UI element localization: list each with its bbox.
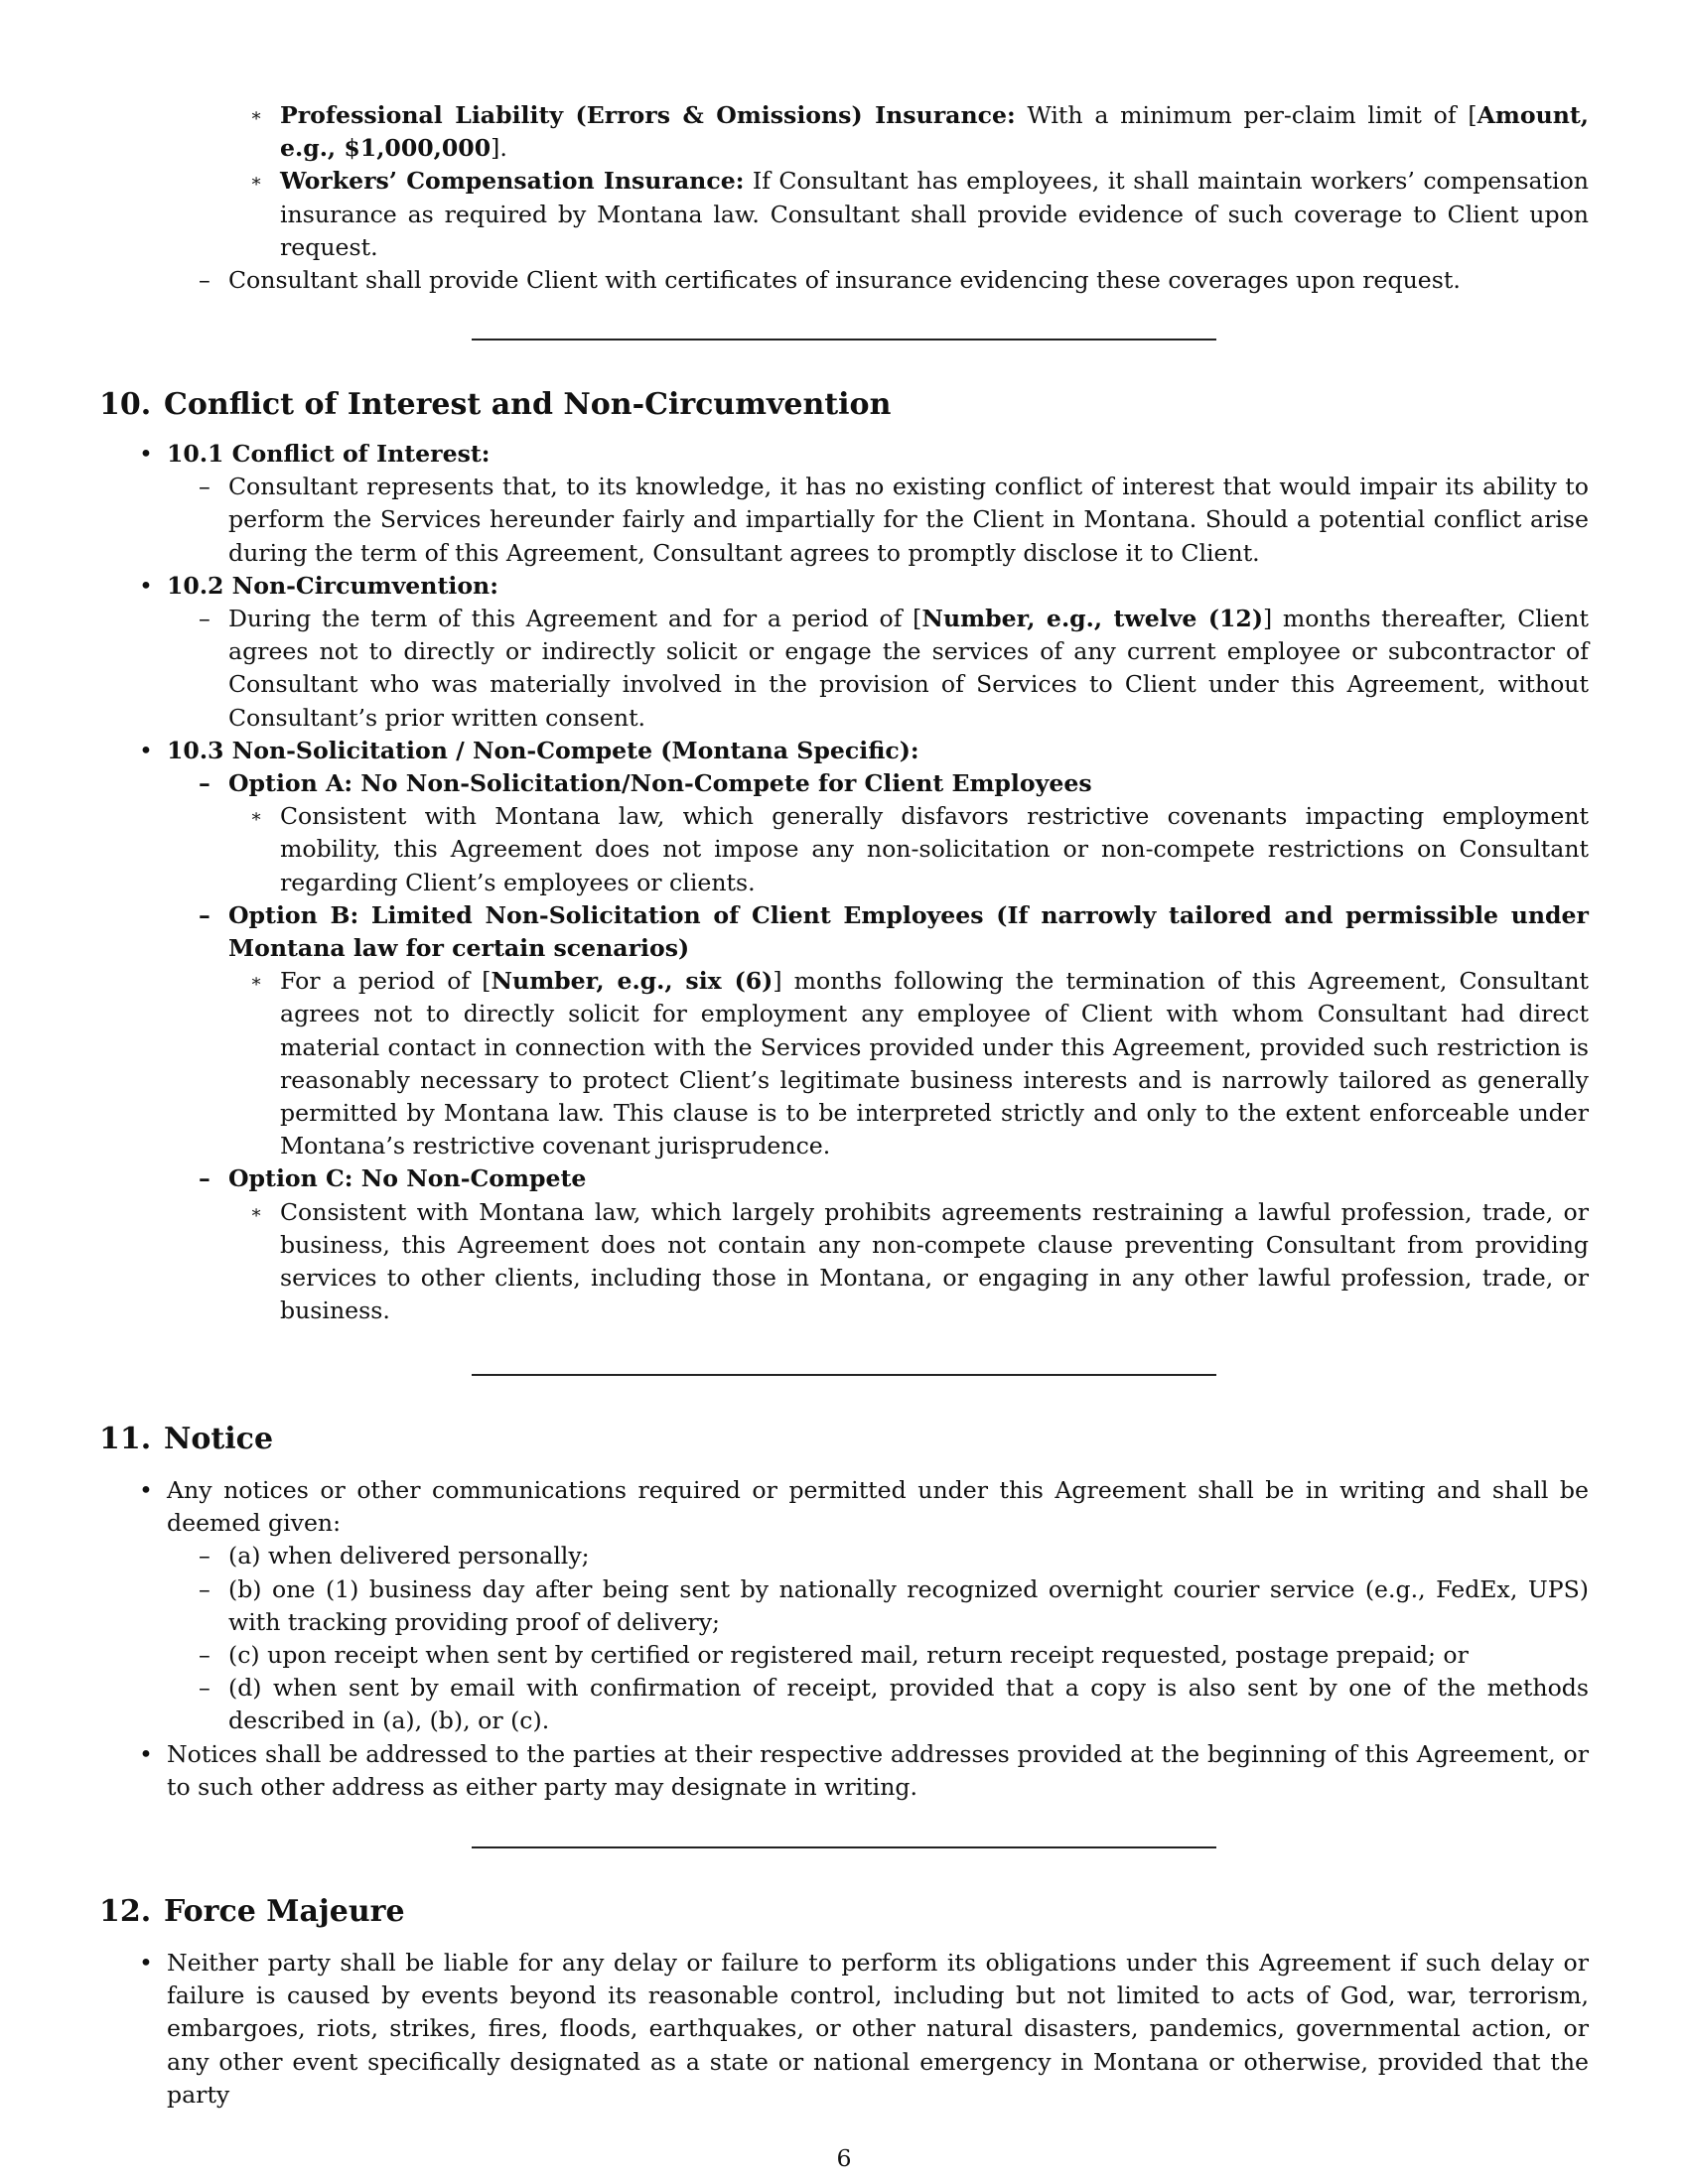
list-item: ∗ Professional Liability (Errors & Omissions) Insurance: With a minimum per-claim limit of [Amount, e.g., $1,000,000]. xyxy=(250,101,1589,163)
bullet: • xyxy=(139,1476,153,1504)
option-heading: Option A: No Non-Solicitation/Non-Compete for Client Employees xyxy=(228,769,1092,798)
list-item xyxy=(0,438,1688,471)
list-item xyxy=(0,570,1688,603)
dash-bullet: – xyxy=(199,1542,211,1570)
list-item: ∗ Consistent with Montana law, which largely prohibits agreements restraining a lawful profession, trade, or business, this Agreement does not contain any non-compete clause preventing Consultant from providing services to other clients, including those in Montana, or engaging in any other lawful profession, trade, or business. xyxy=(250,1197,1589,1325)
dash-bullet: – xyxy=(199,1641,211,1670)
subsection-heading: 10.1 Conflict of Interest: xyxy=(167,440,491,468)
dash-bullet: – xyxy=(199,1574,211,1603)
section-divider xyxy=(472,339,1216,341)
star-bullet: ∗ xyxy=(250,105,263,126)
list-item: ∗ Consistent with Montana law, which generally disfavors restrictive covenants impacting employment mobility, this Agreement does not impose any non-solicitation or non-compete restrictions on Consultant regarding Client’s employees or clients. xyxy=(250,802,1589,896)
dash-bullet: – xyxy=(199,1674,211,1703)
section-divider xyxy=(472,1374,1216,1376)
option-heading: Option B: Limited Non-Solicitation of Client Employees (If narrowly tailored and permissible under Montana law for certain scenarios) xyxy=(228,900,1589,963)
list-item: – Consultant shall provide Client with certificates of insurance evidencing these coverages upon request. xyxy=(0,264,1688,297)
section-heading-12: 12. Force Majeure xyxy=(99,1894,405,1929)
dash-bullet: – xyxy=(199,900,211,929)
section-10-body xyxy=(0,438,1688,1327)
list-item: – (a) when delivered personally; xyxy=(0,1540,1688,1572)
bullet: • xyxy=(139,1949,153,1977)
insurance-items xyxy=(0,99,1688,297)
bullet: • xyxy=(139,1739,153,1768)
page-number: 6 xyxy=(836,2144,852,2172)
subsection-heading: 10.2 Non-Circumvention: xyxy=(167,571,498,600)
list-item: – Consultant represents that, to its knowledge, it has no existing conflict of interest that would impair its ability to perform the Services hereunder fairly and impartially for the Client in Montana. Should a potential conflict arise during the term of this Agreement, Consultant agrees to promptly disclose it to Client. xyxy=(199,473,1589,567)
dash-bullet: – xyxy=(199,1164,211,1193)
dash-bullet: – xyxy=(199,605,211,633)
dash-bullet: – xyxy=(199,266,211,295)
star-bullet: ∗ xyxy=(250,171,263,193)
star-bullet: ∗ xyxy=(250,1201,263,1223)
bullet: • xyxy=(139,440,153,468)
list-item: – (b) one (1) business day after being sent by nationally recognized overnight courier service (e.g., FedEx, UPS) with tracking providing proof of delivery; xyxy=(199,1574,1589,1636)
list-item: ∗ For a period of [Number, e.g., six (6)] months following the termination of this Agreement, Consultant agrees not to directly solicit for employment any employee of Client with whom Consultant had direct material contact in connection with the Services provided under this Agreement, provided such restriction is reasonably necessary to protect Client’s legitimate business interests and is narrowly tailored as generally permitted by Montana law. This clause is to be interpreted strictly and only to the extent enforceable under Montana’s restrictive covenant jurisprudence. xyxy=(250,967,1590,1160)
list-item: – (d) when sent by email with confirmation of receipt, provided that a copy is also sent by one of the methods described in (a), (b), or (c). xyxy=(199,1674,1589,1735)
item-heading: Workers’ Compensation Insurance: xyxy=(280,167,745,196)
star-bullet: ∗ xyxy=(250,806,263,828)
list-item: ∗ Workers’ Compensation Insurance: If Consultant has employees, it shall maintain workers’ compensation insurance as required by Montana law. Consultant shall provide evidence of such coverage to Client upon request. xyxy=(250,167,1589,261)
list-item xyxy=(0,767,1688,800)
section-heading-10: 10. Conflict of Interest and Non-Circumvention xyxy=(99,387,892,422)
list-item xyxy=(0,1162,1688,1195)
bullet: • xyxy=(139,571,153,600)
option-heading: Option C: No Non-Compete xyxy=(228,1164,587,1193)
section-12-body xyxy=(0,1947,1688,2112)
list-item: • Notices shall be addressed to the parties at their respective addresses provided at the beginning of this Agreement, or to such other address as either party may designate in writing. xyxy=(139,1739,1589,1801)
section-heading-11: 11. Notice xyxy=(99,1422,274,1456)
dash-bullet: – xyxy=(199,473,211,501)
item-heading: Professional Liability (Errors & Omissions) Insurance: xyxy=(280,101,1016,129)
bullet: • xyxy=(139,736,153,764)
list-item xyxy=(0,899,1688,965)
section-11-body xyxy=(0,1474,1688,1804)
list-item xyxy=(0,735,1688,767)
section-divider xyxy=(472,1846,1216,1848)
list-item: • Any notices or other communications required or permitted under this Agreement shall be in writing and shall be deemed given: xyxy=(139,1476,1589,1538)
subsection-heading: 10.3 Non-Solicitation / Non-Compete (Montana Specific): xyxy=(167,736,919,764)
star-bullet: ∗ xyxy=(250,971,263,993)
list-item: – (c) upon receipt when sent by certified or registered mail, return receipt requested, postage prepaid; or xyxy=(0,1639,1688,1672)
dash-bullet: – xyxy=(199,769,211,798)
list-item: • Neither party shall be liable for any delay or failure to perform its obligations under this Agreement if such delay or failure is caused by events beyond its reasonable control, including but not limited to acts of God, war, terrorism, embargoes, riots, strikes, fires, floods, earthquakes, or other natural disasters, pandemics, governmental action, or any other event specifically designated as a state or national emergency in Montana or otherwise, provided that the party xyxy=(139,1949,1589,2109)
list-item: – During the term of this Agreement and for a period of [Number, e.g., twelve (12)] months thereafter, Client agrees not to directly or indirectly solicit or engage the services of any current employee or subcontractor of Consultant who was materially involved in the provision of Services to Client under this Agreement, without Consultant’s prior written consent. xyxy=(199,605,1589,732)
